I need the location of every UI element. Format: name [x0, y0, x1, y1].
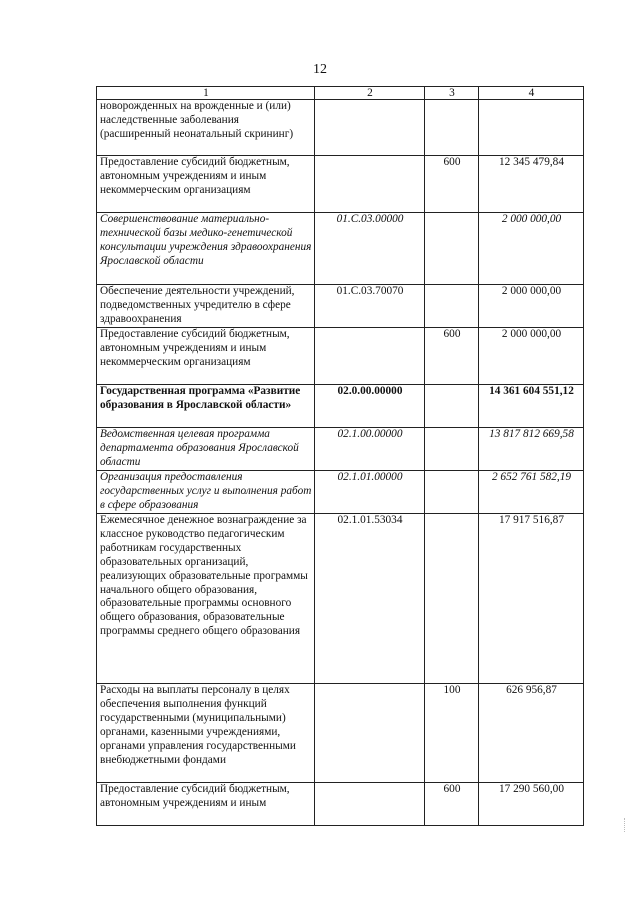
- row-name: Организация предоставления государственных услуг и выполнения работ в сфере образования: [97, 471, 315, 514]
- row-amount: 2 000 000,00: [479, 213, 584, 285]
- row-amount: 2 000 000,00: [479, 285, 584, 328]
- row-name: Предоставление субсидий бюджетным, автономным учреждениям и иным: [97, 783, 315, 826]
- table-row: [97, 156, 584, 213]
- row-name: Ведомственная целевая программа департамента образования Ярославской области: [97, 428, 315, 471]
- budget-table: [96, 86, 584, 826]
- row-amount: 17 917 516,87: [479, 514, 584, 684]
- column-header-3: 3: [425, 87, 479, 100]
- row-expense-type: [425, 428, 479, 471]
- header-row: [97, 87, 584, 100]
- row-expense-type: [425, 514, 479, 684]
- table-row: [97, 684, 584, 783]
- row-code: [315, 783, 425, 826]
- table-row: [97, 328, 584, 385]
- row-code: [315, 328, 425, 385]
- table-row: [97, 385, 584, 428]
- row-name: Предоставление субсидий бюджетным, автономным учреждениям и иным некоммерческим организациям: [97, 156, 315, 213]
- row-name: Государственная программа «Развитие образования в Ярославской области»: [97, 385, 315, 428]
- row-expense-type: 600: [425, 783, 479, 826]
- row-code: [315, 156, 425, 213]
- table-row: [97, 100, 584, 156]
- row-name: новорожденных на врожденные и (или) наследственные заболевания (расширенный неонатальный скрининг): [97, 100, 315, 156]
- row-expense-type: 600: [425, 156, 479, 213]
- row-code: 02.1.00.00000: [315, 428, 425, 471]
- row-amount: 626 956,87: [479, 684, 584, 783]
- row-expense-type: [425, 100, 479, 156]
- row-amount: [479, 100, 584, 156]
- row-expense-type: 100: [425, 684, 479, 783]
- row-expense-type: [425, 213, 479, 285]
- row-amount: 2 000 000,00: [479, 328, 584, 385]
- row-amount: 12 345 479,84: [479, 156, 584, 213]
- column-header-4: 4: [479, 87, 584, 100]
- row-amount: 17 290 560,00: [479, 783, 584, 826]
- row-code: 02.1.01.00000: [315, 471, 425, 514]
- row-name: Ежемесячное денежное вознаграждение за классное руководство педагогическим работникам государственных образовательных организаций, реализующих образовательные программы начального общего образования, образовательные программы основного общего образования, образовательные программы среднего общего образования: [97, 514, 315, 684]
- row-name: Совершенствование материально-технической базы медико-генетической консультации учреждения здравоохранения Ярославской области: [97, 213, 315, 285]
- row-name: Расходы на выплаты персоналу в целях обеспечения выполнения функций государственными (муниципальными) органами, казенными учреждениями, органами управления государственными внебюджетными фондами: [97, 684, 315, 783]
- row-amount: 13 817 812 669,58: [479, 428, 584, 471]
- table-row: [97, 213, 584, 285]
- row-code: [315, 684, 425, 783]
- row-amount: 2 652 761 582,19: [479, 471, 584, 514]
- row-expense-type: 600: [425, 328, 479, 385]
- scan-margin-mark: [624, 818, 627, 832]
- row-amount: 14 361 604 551,12: [479, 385, 584, 428]
- column-header-2: 2: [315, 87, 425, 100]
- table-row: [97, 428, 584, 471]
- table-row: [97, 783, 584, 826]
- table-row: [97, 285, 584, 328]
- row-expense-type: [425, 285, 479, 328]
- row-code: 01.С.03.00000: [315, 213, 425, 285]
- table-body: [97, 100, 584, 826]
- row-name: Предоставление субсидий бюджетным, автономным учреждениям и иным некоммерческим организациям: [97, 328, 315, 385]
- page-number: 12: [313, 62, 327, 77]
- row-name: Обеспечение деятельности учреждений, подведомственных учредителю в сфере здравоохранения: [97, 285, 315, 328]
- row-code: [315, 100, 425, 156]
- table-row: [97, 514, 584, 684]
- column-header-1: 1: [97, 87, 315, 100]
- row-expense-type: [425, 471, 479, 514]
- table-header: [97, 87, 584, 100]
- row-code: 02.0.00.00000: [315, 385, 425, 428]
- row-expense-type: [425, 385, 479, 428]
- row-code: 01.С.03.70070: [315, 285, 425, 328]
- row-code: 02.1.01.53034: [315, 514, 425, 684]
- table-row: [97, 471, 584, 514]
